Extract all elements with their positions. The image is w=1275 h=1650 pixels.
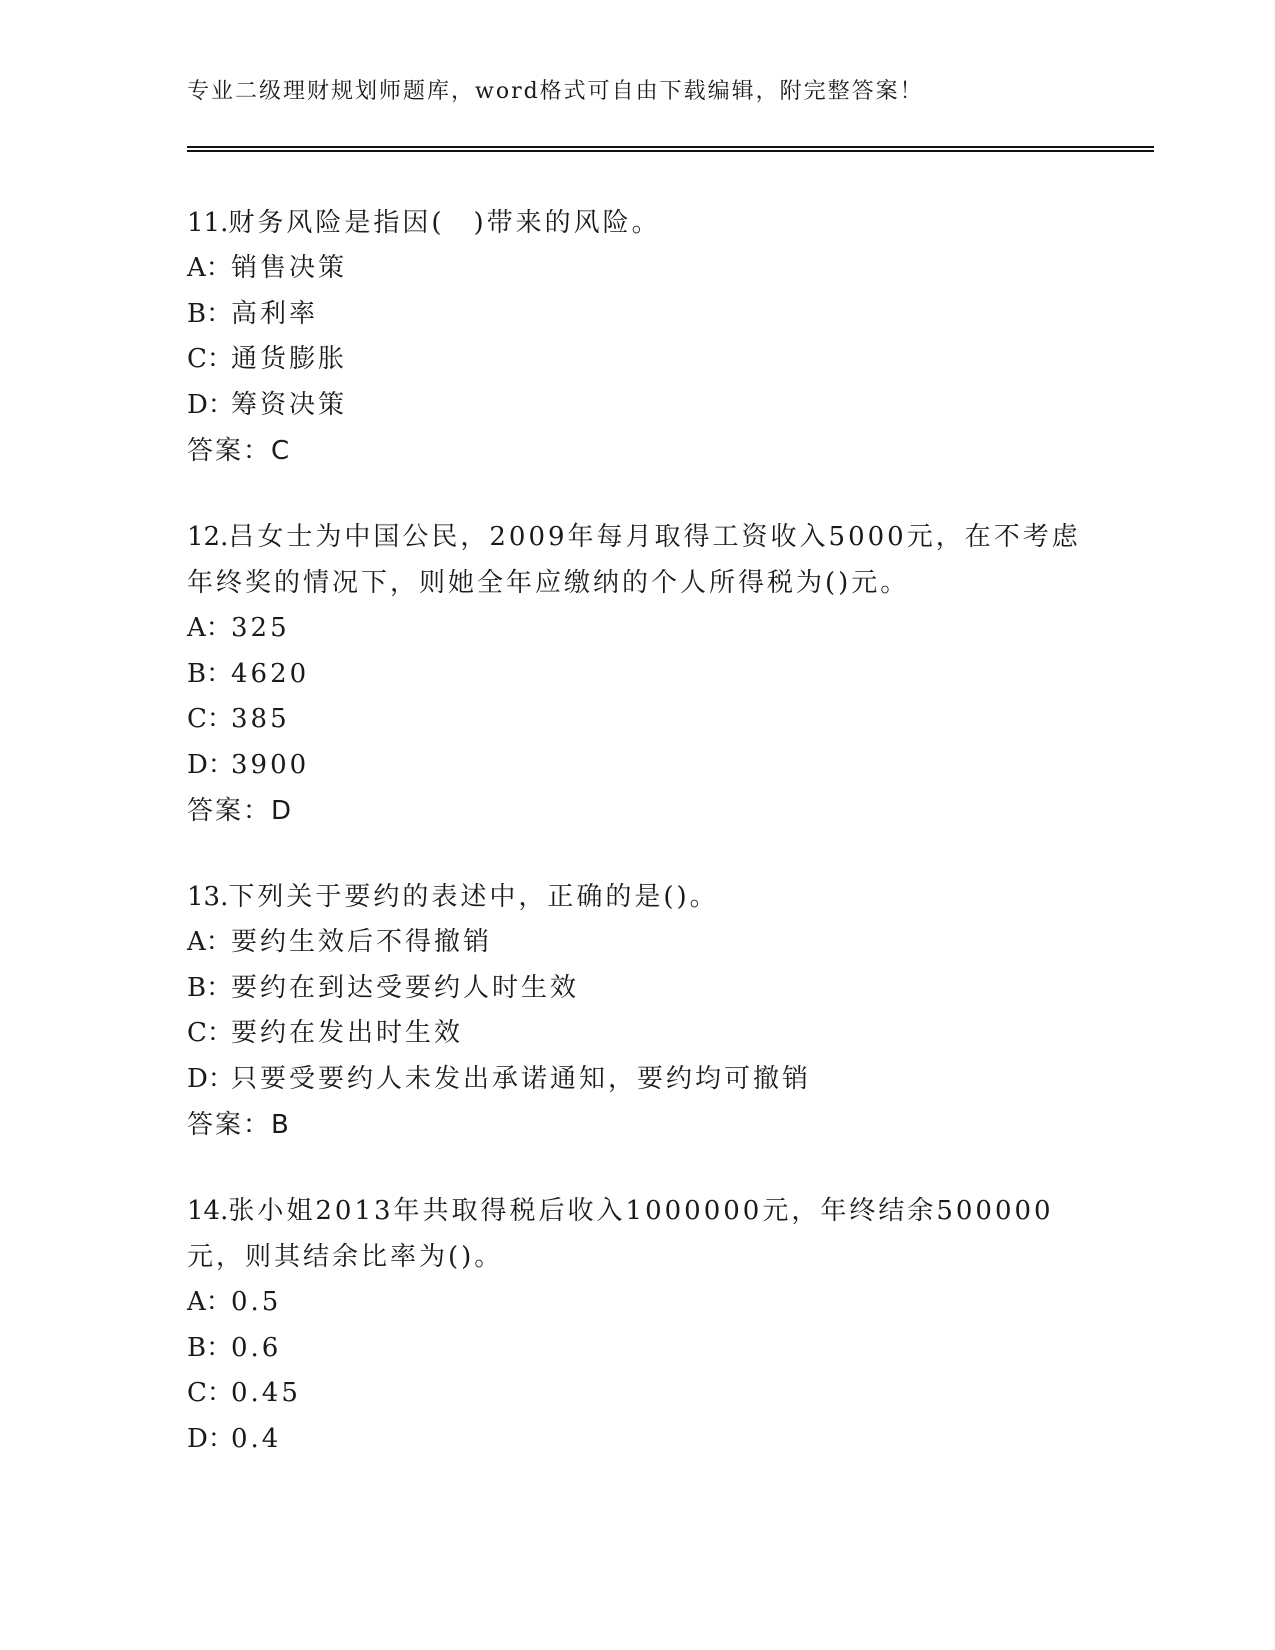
option-text: 筹资决策 [231, 389, 348, 420]
option-text: 0.45 [231, 1378, 301, 1408]
option-letter: A： [187, 1287, 232, 1317]
option-text: 要约在发出时生效 [231, 1018, 464, 1048]
question-stem: 下列关于要约的表述中，正确的是()。 [228, 882, 719, 912]
question-number: 13. [187, 882, 229, 912]
question-14 [187, 1188, 1087, 1462]
option-text: 0.6 [231, 1332, 282, 1363]
option-c [187, 337, 1087, 383]
option-letter: D： [187, 1063, 234, 1094]
option-letter: C： [187, 1018, 233, 1048]
question-text [187, 1188, 1087, 1280]
question-text [187, 200, 1087, 246]
option-b [187, 1326, 1087, 1372]
question-list [187, 200, 1087, 1502]
option-text: 只要受要约人未发出承诺通知，要约均可撤销 [231, 1063, 812, 1094]
option-text: 要约生效后不得撤销 [231, 927, 493, 957]
option-d [187, 743, 1087, 789]
option-c [187, 697, 1087, 743]
option-text: 销售决策 [231, 253, 348, 283]
option-a [187, 920, 1087, 966]
option-text: 0.4 [231, 1423, 282, 1454]
option-letter: B： [187, 298, 233, 329]
question-11 [187, 200, 1087, 474]
option-letter: D： [187, 1423, 234, 1454]
option-letter: B： [187, 658, 233, 689]
option-letter: C： [187, 704, 233, 734]
answer-line: 答案：C [187, 436, 292, 466]
option-letter: B： [187, 1332, 233, 1363]
option-d [187, 383, 1087, 429]
answer-line: 答案：B [187, 1110, 291, 1140]
option-a [187, 606, 1087, 652]
option-a [187, 1280, 1087, 1326]
option-b [187, 966, 1087, 1012]
question-12 [187, 514, 1087, 834]
option-c [187, 1011, 1087, 1057]
option-b [187, 292, 1087, 338]
page-header: 专业二级理财规划师题库，word格式可自由下载编辑，附完整答案！ [187, 79, 924, 104]
option-a [187, 246, 1087, 292]
option-text: 高利率 [231, 298, 319, 329]
option-letter: D： [187, 749, 234, 780]
question-stem: 张小姐2013年共取得税后收入1000000元，年终结余500000元，则其结余比率为()。 [187, 1196, 1054, 1272]
option-letter: A： [187, 253, 232, 283]
option-letter: A： [187, 927, 232, 957]
option-text: 385 [231, 704, 290, 734]
question-text [187, 514, 1087, 606]
option-text: 3900 [231, 749, 310, 780]
question-number: 12. [187, 522, 229, 552]
option-text: 4620 [231, 658, 310, 689]
question-number: 14. [187, 1196, 229, 1226]
question-stem: 吕女士为中国公民，2009年每月取得工资收入5000元，在不考虑年终奖的情况下，则她全年应缴纳的个人所得税为()元。 [187, 522, 1081, 598]
question-stem: 财务风险是指因( )带来的风险。 [228, 208, 661, 238]
option-b [187, 652, 1087, 698]
option-text: 325 [231, 613, 290, 643]
option-text: 要约在到达受要约人时生效 [231, 972, 580, 1003]
option-letter: C： [187, 344, 233, 374]
option-text: 通货膨胀 [231, 344, 348, 374]
option-letter: C： [187, 1378, 233, 1408]
option-letter: D： [187, 389, 234, 420]
answer-line: 答案：D [187, 796, 294, 826]
question-13 [187, 874, 1087, 1148]
header-divider [187, 146, 1154, 152]
option-letter: B： [187, 972, 233, 1003]
option-c [187, 1371, 1087, 1417]
option-d [187, 1057, 1087, 1103]
option-text: 0.5 [231, 1287, 282, 1317]
question-number: 11. [187, 208, 229, 238]
option-letter: A： [187, 613, 232, 643]
option-d [187, 1417, 1087, 1463]
question-text [187, 874, 1087, 920]
